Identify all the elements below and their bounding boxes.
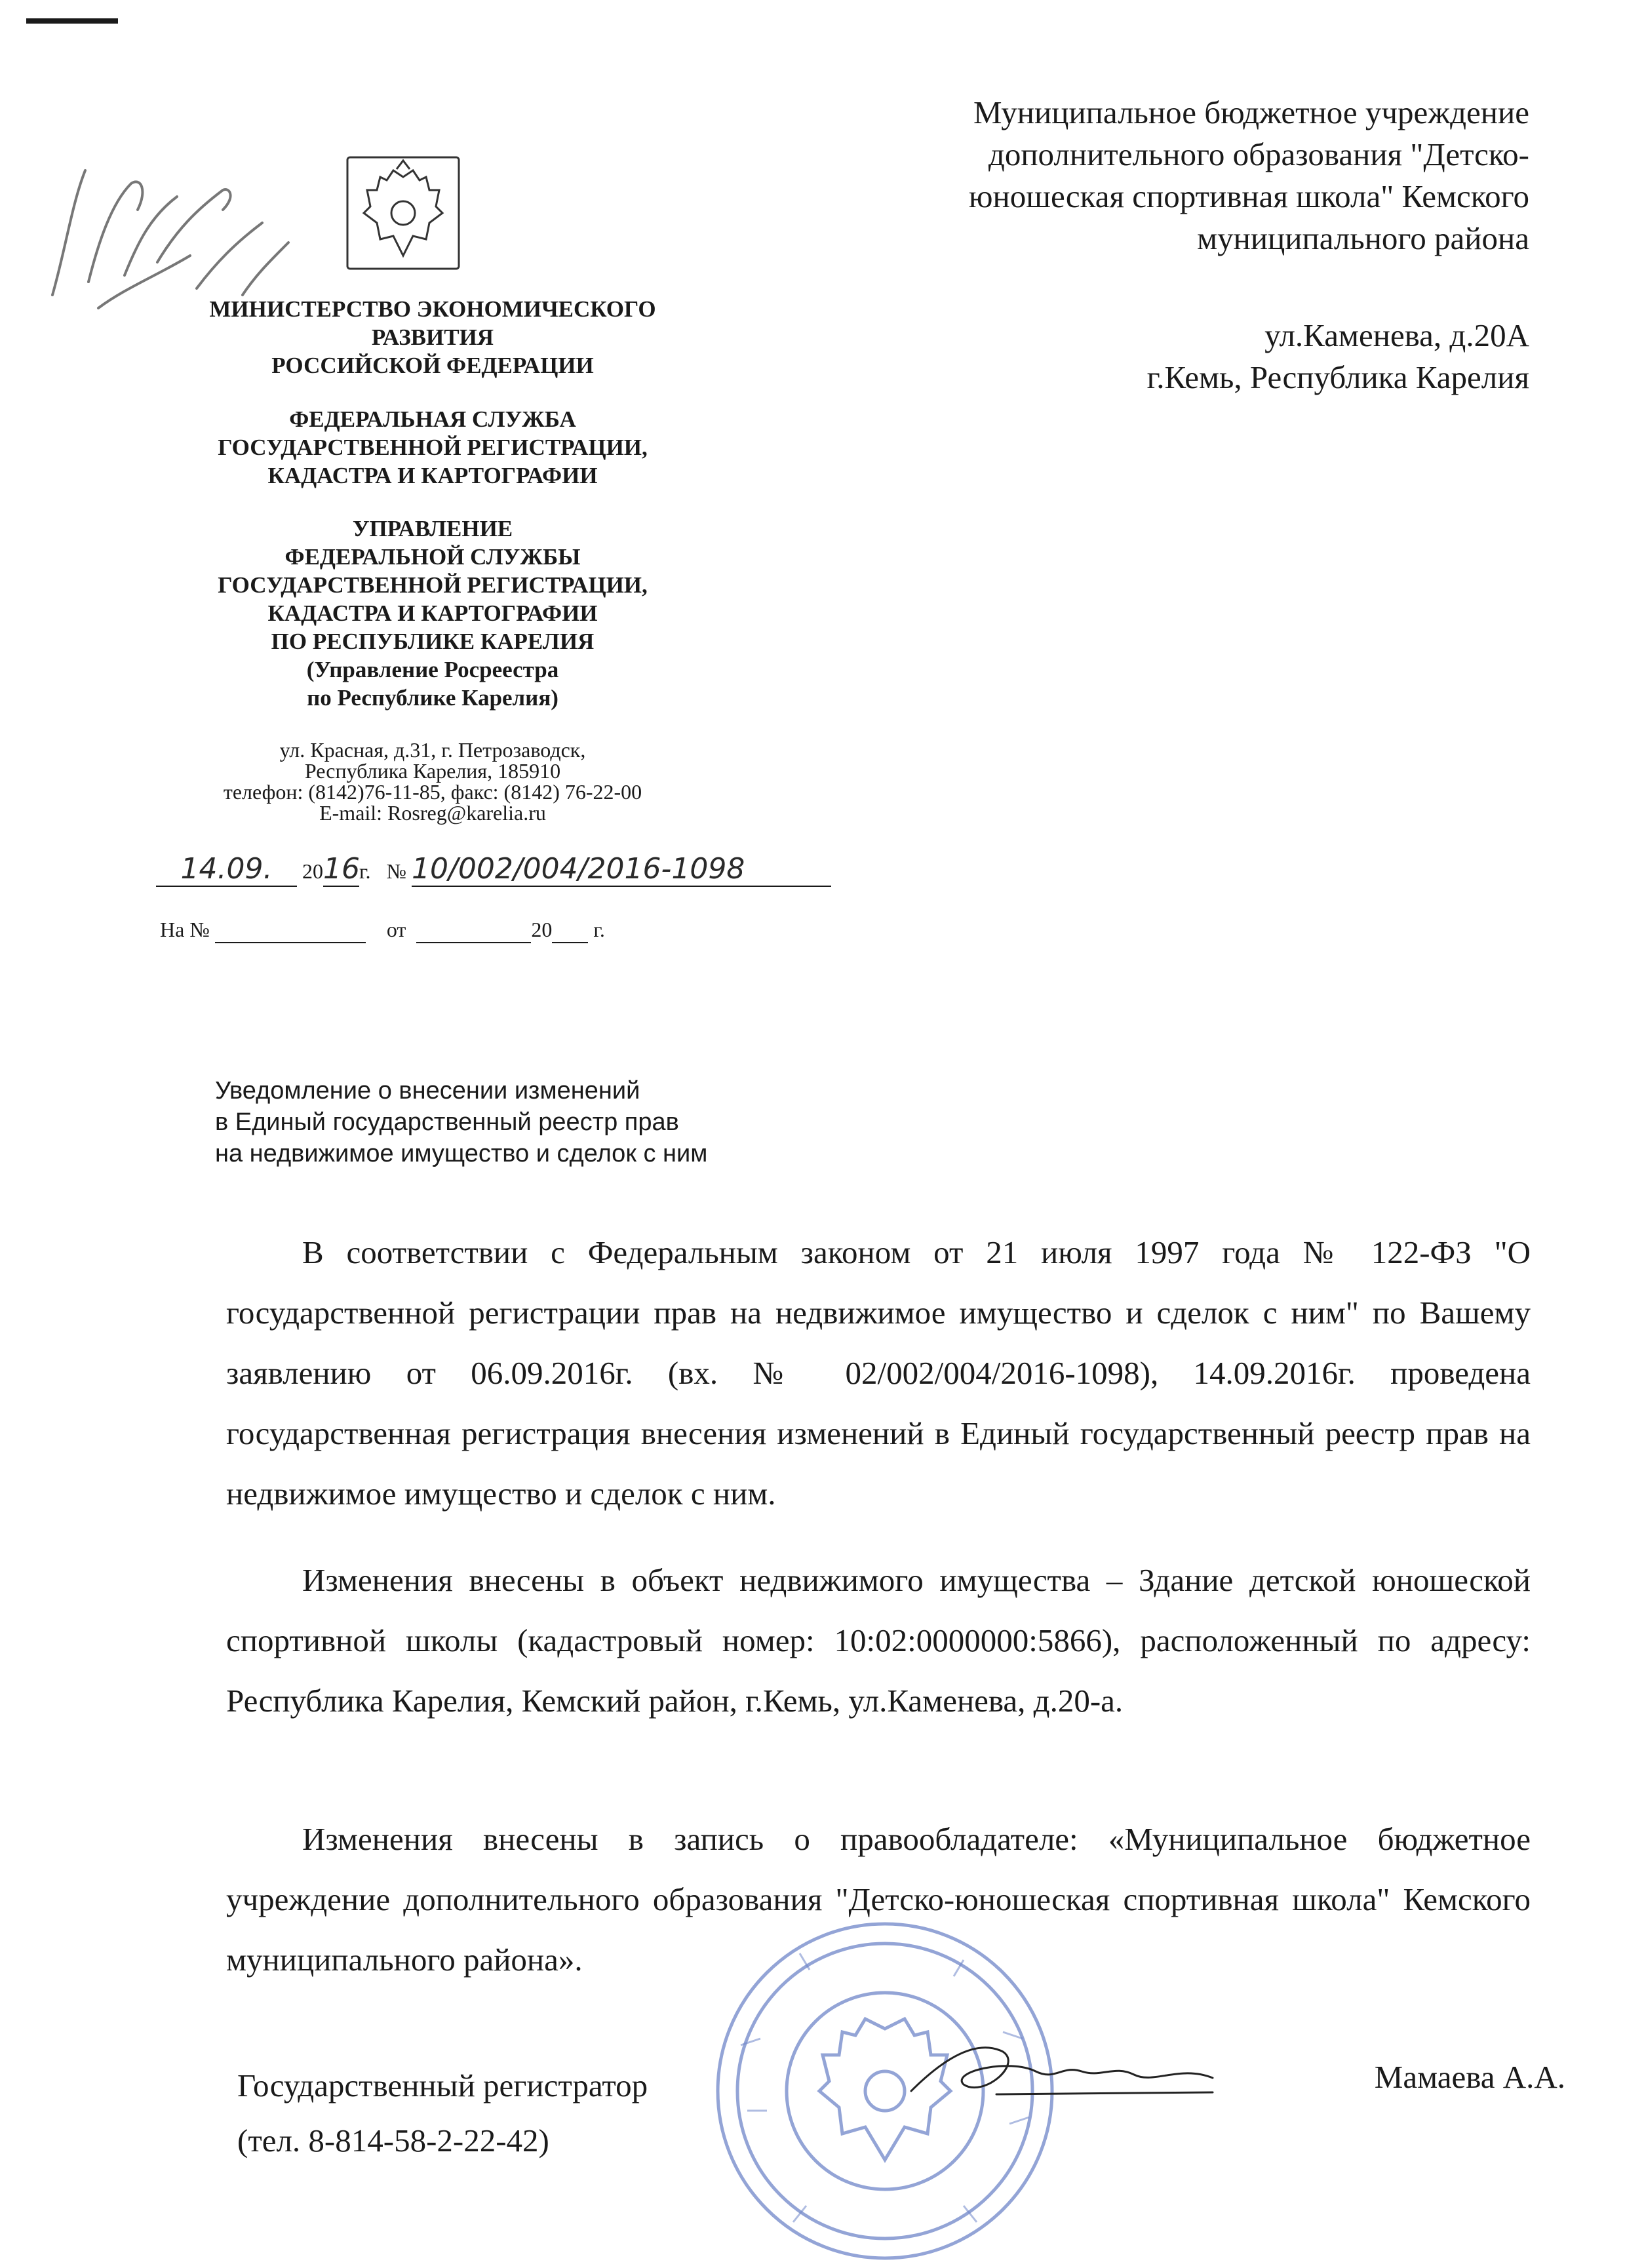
ministry-line: РАЗВИТИЯ (371, 324, 494, 350)
address-line: Республика Карелия, 185910 (304, 759, 561, 783)
office-line: ПО РЕСПУБЛИКЕ КАРЕЛИЯ (271, 629, 595, 654)
reply-to-field (215, 918, 366, 943)
ministry-line: РОССИЙСКОЙ ФЕДЕРАЦИИ (271, 353, 594, 378)
paragraph-text: В соответствии с Федеральным законом от 21 июля 1997 года № 122-ФЗ "О государственной регистрации прав на недвижимое имущество и сделок с ним" по Вашему заявлению от 06.09.2016г. (вх. № 02/002/004/2016-1098), 14.09.2016г. проведена государственная регистрация внесения изменений в Единый государственный реестр прав на недвижимое имущество и сделок с ним. (226, 1234, 1531, 1512)
recipient-line: дополнительного образования "Детско- (988, 136, 1529, 172)
address-line: ул. Красная, д.31, г. Петрозаводск, (279, 738, 586, 762)
from-label: от (386, 918, 406, 941)
paragraph-text: Изменения внесены в объект недвижимого имущества – Здание детской юношеской спортивной школы (кадастровый номер: 10:02:0000000:5866), расположенный по адресу: Республика Карелия, Кемский район, г.Кемь, ул.Каменева, д.20-а. (226, 1562, 1531, 1719)
scan-mark (26, 18, 118, 24)
service-line: ГОСУДАРСТВЕННОЙ РЕГИСТРАЦИИ, (218, 435, 648, 460)
reply-to-line (160, 918, 605, 943)
ministry-line: МИНИСТЕРСТВО ЭКОНОМИЧЕСКОГО (209, 296, 656, 322)
date-handwritten: 14.09. (180, 852, 273, 886)
handwritten-signature-icon (905, 2019, 1219, 2117)
number-field (412, 852, 831, 887)
number-label: № (386, 859, 407, 883)
date-field (156, 852, 297, 887)
signatory-name: Мамаева А.А. (1374, 2059, 1565, 2095)
recipient-line: Муниципальное бюджетное учреждение (973, 94, 1529, 130)
ministry-name (144, 295, 721, 380)
signatory-phone: (тел. 8-814-58-2-22-42) (237, 2122, 549, 2159)
office-line: КАДАСТРА И КАРТОГРАФИИ (267, 600, 598, 626)
body-paragraph-1 (226, 1222, 1531, 1524)
year-blank-prefix: 20 (531, 918, 553, 941)
recipient-address (874, 315, 1529, 399)
service-line: ФЕДЕРАЛЬНАЯ СЛУЖБА (289, 406, 576, 432)
office-line: (Управление Росреестра (306, 657, 559, 682)
office-line: по Республике Карелия) (307, 685, 558, 711)
russian-coat-of-arms-icon (341, 151, 465, 275)
subject-line: на недвижимое имущество и сделок с ним (215, 1140, 708, 1167)
signatory-position: Государственный регистратор (237, 2067, 648, 2103)
year-handwritten: 16 (323, 852, 360, 886)
recipient-line: юношеская спортивная школа" Кемского (968, 178, 1529, 214)
office-line: УПРАВЛЕНИЕ (352, 516, 513, 541)
recipient-address-line: ул.Каменева, д.20А (1264, 317, 1529, 353)
service-name (144, 405, 721, 490)
subject (215, 1075, 707, 1169)
year-blank-suffix: г. (593, 918, 605, 941)
subject-line: Уведомление о внесении изменений (215, 1077, 640, 1105)
year-prefix: 20 (302, 859, 323, 883)
body-paragraph-2 (226, 1550, 1531, 1731)
office-line: ГОСУДАРСТВЕННОЙ РЕГИСТРАЦИИ, (218, 572, 648, 598)
year-suffix: г. (359, 859, 371, 883)
recipient-line: муниципального района (1197, 220, 1529, 256)
phone-line: телефон: (8142)76-11-85, факс: (8142) 76-22-00 (223, 780, 642, 804)
handwritten-margin-note-icon (26, 144, 302, 315)
sender-address (144, 739, 721, 823)
office-name (144, 515, 721, 712)
email-line: E-mail: Rosreg@karelia.ru (319, 801, 546, 825)
service-line: КАДАСТРА И КАРТОГРАФИИ (267, 463, 598, 488)
year-field (323, 852, 359, 887)
office-line: ФЕДЕРАЛЬНОЙ СЛУЖБЫ (284, 544, 581, 570)
paragraph-text: Изменения внесены в запись о правообладателе: «Муниципальное бюджетное учреждение дополнительного образования "Детско-юношеская спортивная школа" Кемского муниципального района». (226, 1821, 1531, 1978)
subject-line: в Единый государственный реестр прав (215, 1108, 679, 1136)
from-field (416, 918, 531, 943)
signatory-block (237, 2058, 648, 2168)
registration-line (156, 852, 831, 887)
reply-to-label: На № (160, 918, 210, 941)
recipient-address-line: г.Кемь, Республика Карелия (1146, 359, 1529, 395)
recipient-name (756, 92, 1529, 260)
number-handwritten: 10/002/004/2016-1098 (412, 852, 745, 886)
year-blank-field (552, 918, 588, 943)
